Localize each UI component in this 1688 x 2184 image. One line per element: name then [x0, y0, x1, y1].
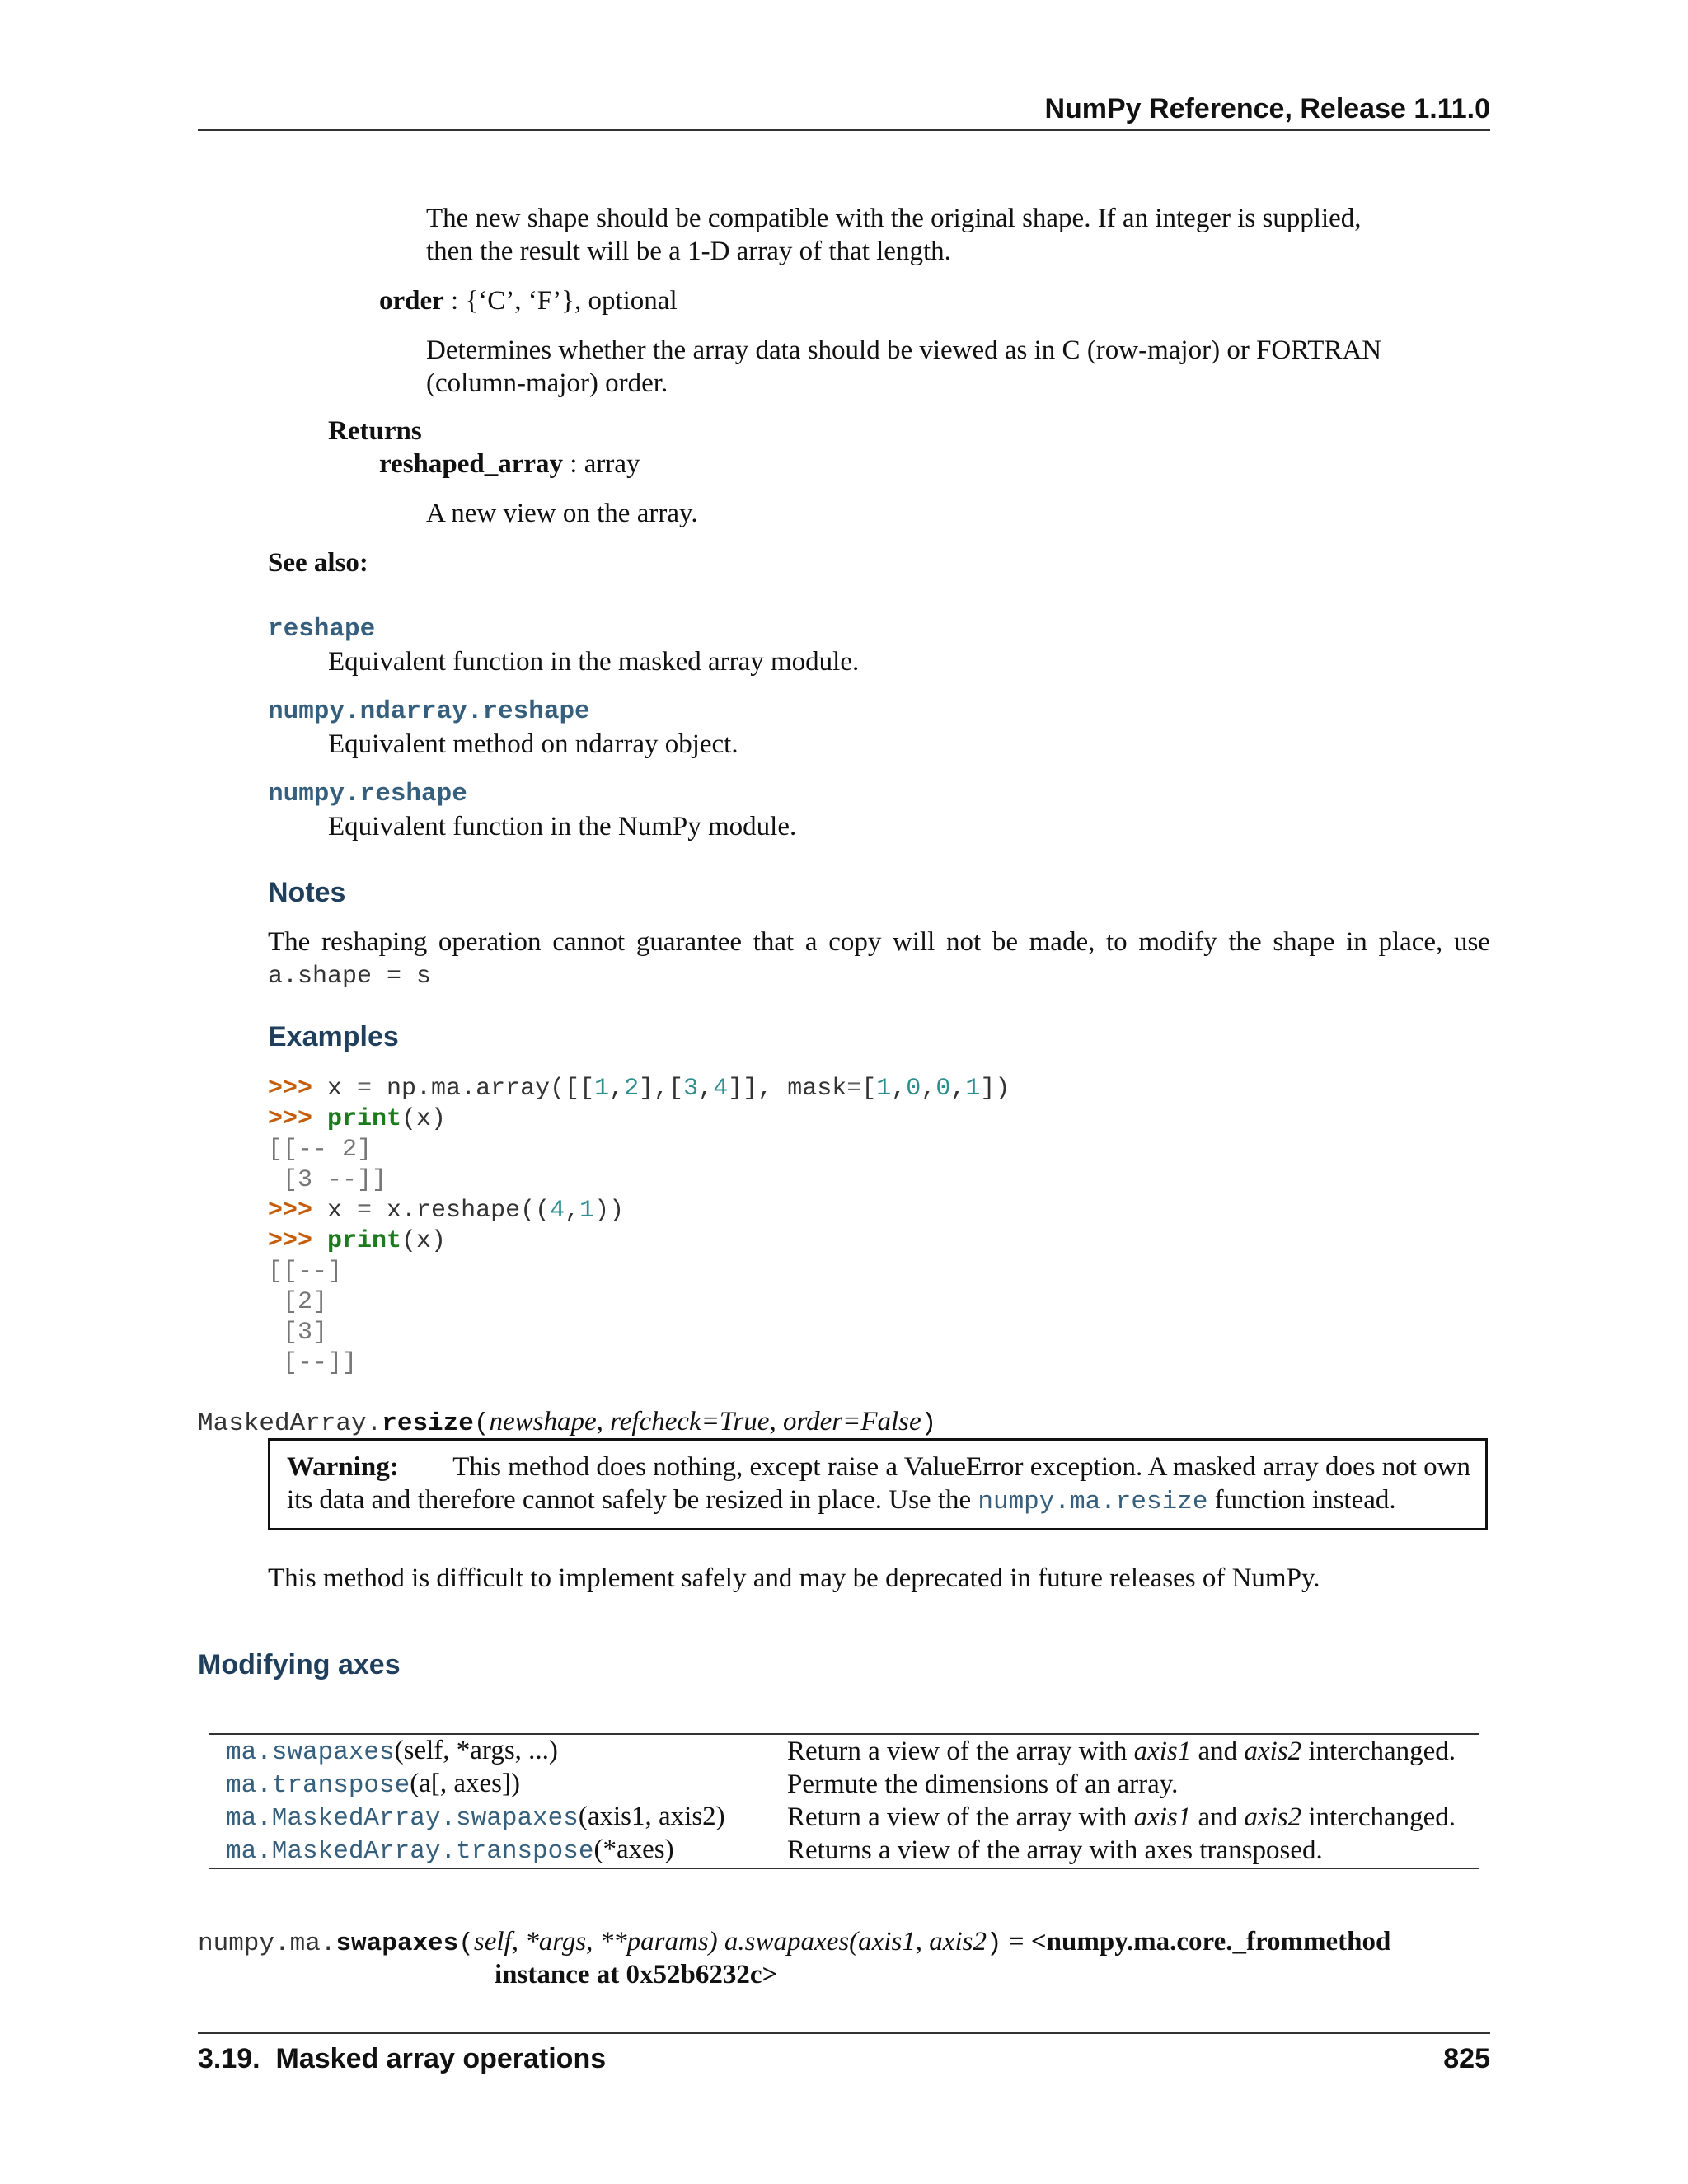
table-bottom-rule [209, 1868, 1479, 1869]
swapaxes-signature [198, 1925, 1390, 1961]
summary-function-args: (self, *args, ...) [394, 1736, 558, 1765]
summary-table [226, 1735, 1456, 1867]
notes-word: cannot [552, 927, 626, 957]
footer-rule [198, 2032, 1490, 2034]
swapaxes-sig-close: ) [986, 1929, 1002, 1958]
example-code-line: [3] [268, 1319, 328, 1347]
notes-word: be [992, 927, 1018, 957]
notes-word: modify [1138, 927, 1217, 957]
see-also-link-numpy-reshape[interactable]: numpy.reshape [268, 780, 467, 808]
shape-desc-line1: The new shape should be compatible with the original shape. If an integer is supplied, [426, 204, 1362, 233]
example-code-line: [--]] [268, 1349, 358, 1377]
notes-word: not [946, 927, 982, 957]
example-code-line: [[--] [268, 1258, 343, 1286]
summary-function-link[interactable]: ma.swapaxes [226, 1738, 395, 1767]
returns-name: reshaped_array [379, 449, 564, 479]
resize-sig-close: ) [921, 1409, 937, 1438]
summary-function-link[interactable]: ma.MaskedArray.transpose [226, 1837, 594, 1866]
summary-function-cell [226, 1834, 787, 1867]
header-rule [198, 129, 1490, 131]
notes-heading: Notes [268, 877, 346, 908]
notes-word: place, [1378, 927, 1443, 957]
example-code-line: >>> print(x) [268, 1227, 447, 1255]
notes-word: a [804, 927, 818, 957]
modifying-axes-heading: Modifying axes [198, 1649, 401, 1680]
summary-description-cell: Return a view of the array with axis1 and axis2 interchanged. [787, 1802, 1456, 1832]
example-code-line: [2] [268, 1288, 328, 1316]
resize-param-refcheck: refcheck=True [610, 1407, 770, 1436]
notes-word: in [1346, 927, 1367, 957]
example-code-block [268, 1074, 1010, 1379]
summary-row [226, 1735, 1456, 1768]
returns-desc: A new view on the array. [426, 499, 698, 528]
example-code-line: >>> x = x.reshape((4,1)) [268, 1197, 625, 1225]
swapaxes-sig-params: self, *args, **params) a.swapaxes(axis1, axis2 [473, 1927, 987, 1957]
warning-text1: This method does nothing, except raise a ValueError exception. A masked array does not own [452, 1452, 1470, 1482]
notes-word: The [268, 927, 311, 957]
see-also-desc-reshape: Equivalent function in the masked array module. [328, 647, 860, 677]
notes-word: the [1228, 927, 1262, 957]
see-also-desc-ndarray-reshape: Equivalent method on ndarray object. [328, 729, 738, 759]
notes-word: reshaping [321, 927, 428, 957]
summary-function-cell [226, 1801, 787, 1834]
returns-type: : array [563, 449, 640, 479]
notes-word: to [1106, 927, 1128, 957]
warning-link-ma-resize[interactable]: numpy.ma.resize [978, 1488, 1208, 1516]
swapaxes-sig-prefix: numpy.ma. [198, 1929, 336, 1958]
summary-description-cell: Permute the dimensions of an array. [787, 1769, 1179, 1799]
summary-function-args: (a[, axes]) [410, 1769, 520, 1798]
param-order-name: order [379, 286, 444, 316]
summary-row [226, 1801, 1456, 1834]
see-also-desc-numpy-reshape: Equivalent function in the NumPy module. [328, 812, 797, 841]
footer-section: 3.19. Masked array operations [198, 2043, 607, 2074]
summary-function-link[interactable]: ma.MaskedArray.swapaxes [226, 1804, 579, 1833]
example-code-line: >>> print(x) [268, 1105, 447, 1133]
summary-function-args: (axis1, axis2) [578, 1802, 725, 1831]
summary-function-link[interactable]: ma.transpose [226, 1771, 410, 1800]
resize-sig-prefix: MaskedArray. [198, 1409, 382, 1438]
summary-description-cell: Return a view of the array with axis1 and axis2 interchanged. [787, 1736, 1456, 1766]
summary-table-wrap [226, 1735, 1456, 1867]
notes-word: operation [438, 927, 542, 957]
resize-sig-name: resize [382, 1409, 474, 1438]
swapaxes-sig-line2: instance at 0x52b6232c> [495, 1960, 778, 1990]
see-also-link-reshape[interactable]: reshape [268, 615, 376, 644]
shape-desc-line2: then the result will be a 1-D array of that length. [426, 237, 951, 266]
example-code-line: >>> x = np.ma.array([[1,2],[3,4]], mask=[1,0,0,1]) [268, 1075, 1010, 1103]
warning-line2 [287, 1483, 1396, 1519]
footer-page-number: 825 [1443, 2043, 1490, 2074]
summary-description-cell: Returns a view of the array with axes transposed. [787, 1835, 1323, 1865]
summary-function-cell [226, 1768, 787, 1801]
order-desc-line2: (column-major) order. [426, 368, 668, 398]
summary-function-cell [226, 1735, 787, 1768]
example-code-line: [[-- 2] [268, 1136, 373, 1164]
warning-text2-pre: its data and therefore cannot safely be resized in place. Use the [287, 1485, 978, 1515]
warning-line1 [287, 1451, 1470, 1484]
swapaxes-sig-eq: = <numpy.ma.core._frommethod [1001, 1927, 1391, 1957]
returns-value [379, 448, 640, 481]
see-also-link-ndarray-reshape[interactable]: numpy.ndarray.reshape [268, 697, 590, 726]
swapaxes-sig-open: ( [458, 1929, 474, 1958]
example-code-line: [3 --]] [268, 1166, 387, 1194]
notes-text [268, 926, 1490, 959]
notes-word: that [753, 927, 795, 957]
param-order [379, 284, 678, 318]
order-desc-line1: Determines whether the array data should be viewed as in C (row-major) or FORTRAN [426, 335, 1382, 365]
swapaxes-sig-name: swapaxes [335, 1929, 459, 1958]
notes-word: shape [1273, 927, 1335, 957]
notes-word: copy [828, 927, 882, 957]
running-header: NumPy Reference, Release 1.11.0 [1044, 93, 1490, 124]
notes-word: made, [1029, 927, 1095, 957]
notes-code: a.shape = s [268, 963, 432, 991]
warning-label: Warning: [287, 1452, 399, 1482]
notes-word: use [1453, 927, 1490, 957]
resize-note: This method is difficult to implement safely and may be deprecated in future releases of NumPy. [268, 1563, 1320, 1593]
summary-row [226, 1834, 1456, 1867]
notes-word: will [893, 927, 935, 957]
examples-heading: Examples [268, 1021, 399, 1052]
see-also-label: See also: [268, 548, 368, 578]
summary-function-args: (*axes) [593, 1835, 674, 1864]
resize-param-newshape: newshape [489, 1407, 597, 1436]
resize-signature: MaskedArray.resize(newshape, refcheck=True, order=False) [198, 1407, 937, 1438]
notes-word: guarantee [635, 927, 743, 957]
resize-sig-open: ( [473, 1409, 490, 1438]
summary-row [226, 1768, 1456, 1801]
resize-param-order: order=False [782, 1407, 921, 1436]
warning-text2-post: function instead. [1207, 1485, 1396, 1515]
param-order-type: : {‘C’, ‘F’}, optional [443, 286, 678, 316]
returns-label: Returns [328, 416, 422, 446]
